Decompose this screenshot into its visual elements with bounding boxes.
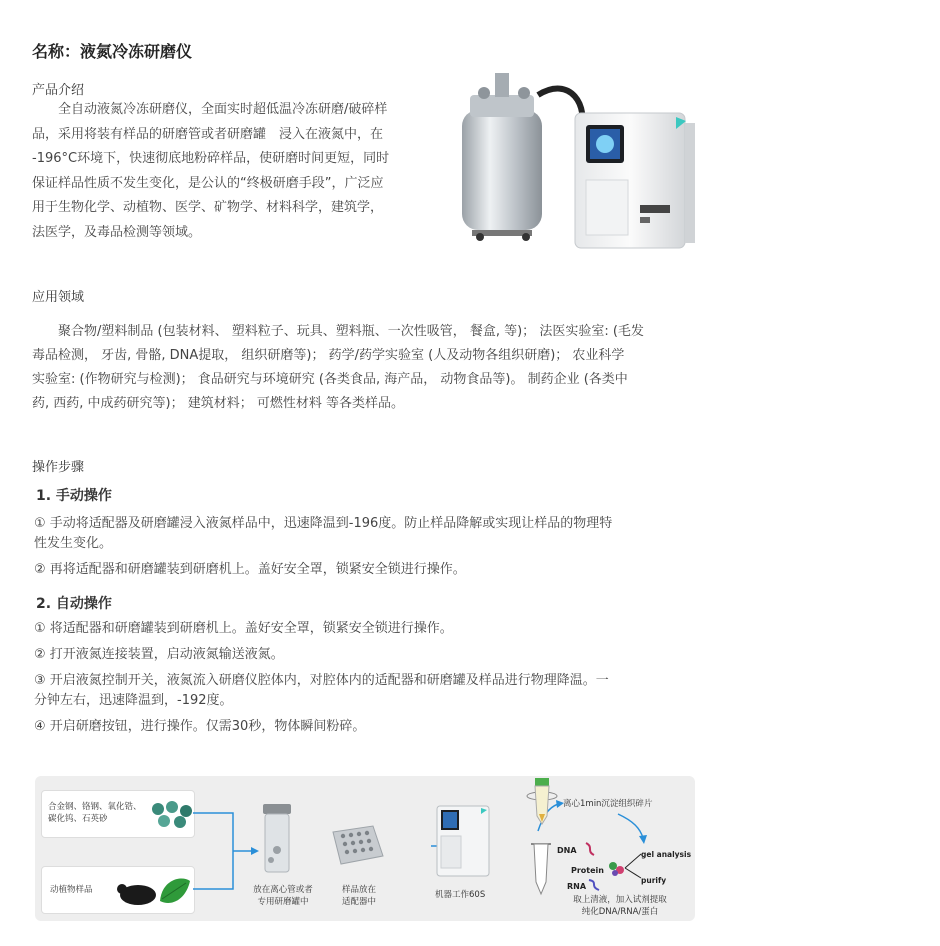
intro-paragraph [32,98,442,245]
manual-operation-title: 1. 手动操作 [36,488,112,504]
application-line: 毒品检测， 牙齿, 骨骼, DNA提取， 组织研磨等)； 药学/药学实验室 (人及动物各组织研磨)； 农业科学 [32,348,625,363]
sample-box-biological [41,866,195,914]
caption-line: 放在离心管或者 [253,885,313,895]
caption-line: 取上清液，加入试剂提取 [573,895,667,905]
manual-steps [34,514,714,580]
purify-label: purify [641,876,667,885]
dna-icon [583,842,597,856]
caption-line: 适配器中 [341,897,376,907]
page-title: 名称：液氮冷冻研磨仪 [32,42,193,61]
adapter-icon [327,822,387,868]
machine-caption: 机器工作60S [435,890,486,900]
branch-lines [623,848,643,884]
caption-line: 纯化DNA/RNA/蛋白 [581,907,659,917]
machine-icon [433,802,493,878]
step-line: 性发生变化。 [34,536,113,551]
gel-analysis-label: gel analysis [641,850,692,859]
adapter-caption [333,884,385,908]
tube-caption [245,884,321,908]
intro-line: 用于生物化学、动植物、医学、矿物学、材料科学，建筑学， [32,200,384,215]
auto-steps [34,619,714,737]
centrifuge-tube-icon [525,776,559,828]
operation-heading: 操作步骤 [32,460,85,475]
step-line: ② 打开液氮连接装置，启动液氮输送液氮。 [34,647,284,662]
intro-line: -196°C环境下，快速彻底地粉碎样品，使研磨时间更短，同时 [32,151,390,166]
auto-operation-title: 2. 自动操作 [36,596,112,612]
step-line: ④ 开启研磨按钮，进行操作。仅需30秒，物体瞬间粉碎。 [34,719,366,734]
application-paragraph [32,320,712,416]
intro-line: 保证样品性质不发生变化，是公认的“终极研磨手段”，广泛应 [32,175,384,191]
step-line: ③ 开启液氮控制开关，液氮流入研磨仪腔体内，对腔体内的适配器和研磨罐及样品进行物理降温。一 [34,673,609,688]
step-line: ① 手动将适配器及研磨罐浸入液氮样品中，迅速降温到-196度。防止样品降解或实现让样品的物理特 [34,516,613,531]
protein-label: Protein [571,866,604,875]
application-line: 实验室: (作物研究与检测)； 食品研究与环境研究 (各类食品, 海产品， 动物食品等)。 制药企业 (各类中 [32,372,628,387]
application-line: 聚合物/塑料制品 (包装材料、 塑料粒子、玩具、塑料瓶、一次性吸管， 餐盒, 等)； 法医实验室: (毛发 [58,324,644,339]
intro-heading: 产品介绍 [32,83,85,98]
grinding-jar-icon [257,800,297,880]
rna-icon [587,878,601,892]
intro-line: 法医学，及毒品检测等领域。 [32,224,202,240]
intro-line: 品，采用将装有样品的研磨管或者研磨罐 浸入在液氮中，在 [32,126,384,142]
step-line: 分钟左右，迅速降温到，-192度。 [34,693,233,708]
rna-label: RNA [567,882,587,891]
caption-line: 专用研磨罐中 [257,897,309,907]
sample-label: 动植物样品 [50,885,93,895]
sample-box-metals [41,790,195,838]
extract-caption [555,894,685,918]
dna-label: DNA [557,846,577,855]
centrifuge-caption: 离心1min沉淀组织碎片 [563,799,653,809]
application-heading: 应用领域 [32,290,85,305]
caption-line: 样品放在 [341,885,376,895]
extraction-tube-icon [529,842,553,898]
step-line: ① 将适配器和研磨罐装到研磨机上。盖好安全罩，锁紧安全锁进行操作。 [34,621,453,636]
intro-line: 全自动液氮冷冻研磨仪，全面实时超低温冷冻研磨/破碎样 [58,102,388,117]
sample-label: 合金钢、铬钢、氧化锆、 [48,802,142,812]
beads-icon [150,799,194,829]
sample-label: 碳化钨、石英砂 [48,814,108,824]
step-line: ② 再将适配器和研磨罐装到研磨机上。盖好安全罩，锁紧安全锁进行操作。 [34,562,466,577]
mouse-leaf-icon [112,871,192,909]
dewar-tank [462,110,542,230]
workflow-diagram [35,776,695,921]
product-image [440,65,740,260]
application-line: 药, 西药, 中成药研究等)； 建筑材料； 可燃性材料 等各类样品。 [32,396,404,411]
